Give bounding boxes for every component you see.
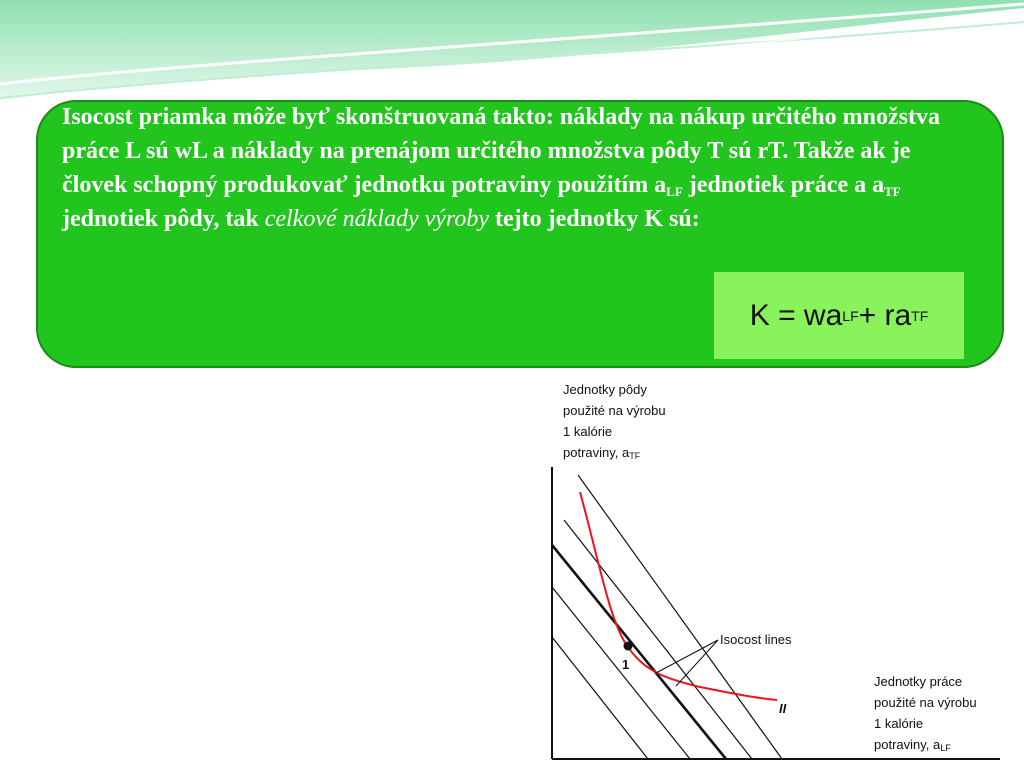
isocost-label: Isocost lines <box>720 632 792 647</box>
italic-phrase: celkové náklady výroby <box>264 206 490 232</box>
tangency-point <box>624 642 633 651</box>
body-text: Isocost priamka môže byť skonštruovaná takto: náklady na nákup určitého množstva práce L sú wL a náklady na prenájom určitého množstva pôdy T sú rT. Takže ak je človek schopný produkovať jednotku potraviny použitím $a_{LF}$ jednotiek práce a $a_{TF}$ jednotiek pôdy, tak celkové náklady výroby tejto jednotky K sú: <box>62 104 940 232</box>
x-axis-label: Jednotky práce použité na výrobu 1 kalórie potraviny, aLF <box>874 674 977 753</box>
curve-label: II <box>779 701 787 716</box>
isocost-diagram <box>540 375 1000 768</box>
decorative-waves <box>0 0 1024 100</box>
formula-box: K = wa LF + ra TF <box>714 272 964 359</box>
y-axis-label: Jednotky pôdy použité na výrobu 1 kalórie potraviny, aTF <box>563 382 666 461</box>
point-label: 1 <box>622 657 630 672</box>
